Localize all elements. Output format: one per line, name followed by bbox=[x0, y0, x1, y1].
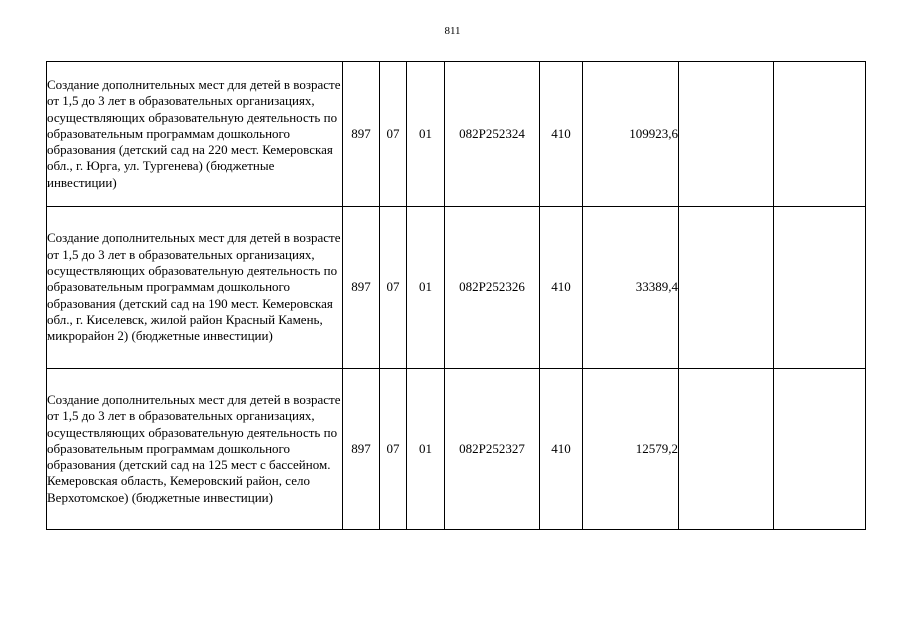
table-row bbox=[47, 207, 866, 369]
expense-type-cell: 410 bbox=[540, 62, 583, 207]
empty-cell bbox=[774, 369, 866, 530]
empty-cell bbox=[679, 369, 774, 530]
empty-cell bbox=[679, 62, 774, 207]
ministry-code-cell: 897 bbox=[343, 62, 380, 207]
row-name-cell: Создание дополнительных мест для детей в возрасте от 1,5 до 3 лет в образовательных организациях, осуществляющих образовательную деятельность по образовательным программам дошкольного образования (детский сад на 220 мест. Кемеровская обл., г. Юрга, ул. Тургенева) (бюджетные инвестиции) bbox=[47, 62, 343, 207]
expense-type-cell: 410 bbox=[540, 207, 583, 369]
section-code-cell: 07 bbox=[380, 62, 407, 207]
subsection-code-cell: 01 bbox=[407, 207, 445, 369]
section-code-cell: 07 bbox=[380, 207, 407, 369]
amount-cell: 109923,6 bbox=[583, 62, 679, 207]
amount-cell: 12579,2 bbox=[583, 369, 679, 530]
subsection-code-cell: 01 bbox=[407, 369, 445, 530]
section-code-cell: 07 bbox=[380, 369, 407, 530]
ministry-code-cell: 897 bbox=[343, 207, 380, 369]
table-row bbox=[47, 369, 866, 530]
empty-cell bbox=[774, 62, 866, 207]
row-name-cell: Создание дополнительных мест для детей в возрасте от 1,5 до 3 лет в образовательных организациях, осуществляющих образовательную деятельность по образовательным программам дошкольного образования (детский сад на 190 мест. Кемеровская обл., г. Киселевск, жилой район Красный Камень, микрорайон 2) (бюджетные инвестиции) bbox=[47, 207, 343, 369]
expense-type-cell: 410 bbox=[540, 369, 583, 530]
target-article-cell: 082Р252327 bbox=[445, 369, 540, 530]
row-name-cell: Создание дополнительных мест для детей в возрасте от 1,5 до 3 лет в образовательных организациях, осуществляющих образовательную деятельность по образовательным программам дошкольного образования (детский сад на 125 мест с бассейном. Кемеровская область, Кемеровский район, село Верхотомское) (бюджетные инвестиции) bbox=[47, 369, 343, 530]
table-row bbox=[47, 62, 866, 207]
empty-cell bbox=[774, 207, 866, 369]
empty-cell bbox=[679, 207, 774, 369]
subsection-code-cell: 01 bbox=[407, 62, 445, 207]
target-article-cell: 082Р252324 bbox=[445, 62, 540, 207]
amount-cell: 33389,4 bbox=[583, 207, 679, 369]
page-number: 811 bbox=[444, 25, 461, 37]
target-article-cell: 082Р252326 bbox=[445, 207, 540, 369]
ministry-code-cell: 897 bbox=[343, 369, 380, 530]
budget-table bbox=[46, 61, 866, 530]
